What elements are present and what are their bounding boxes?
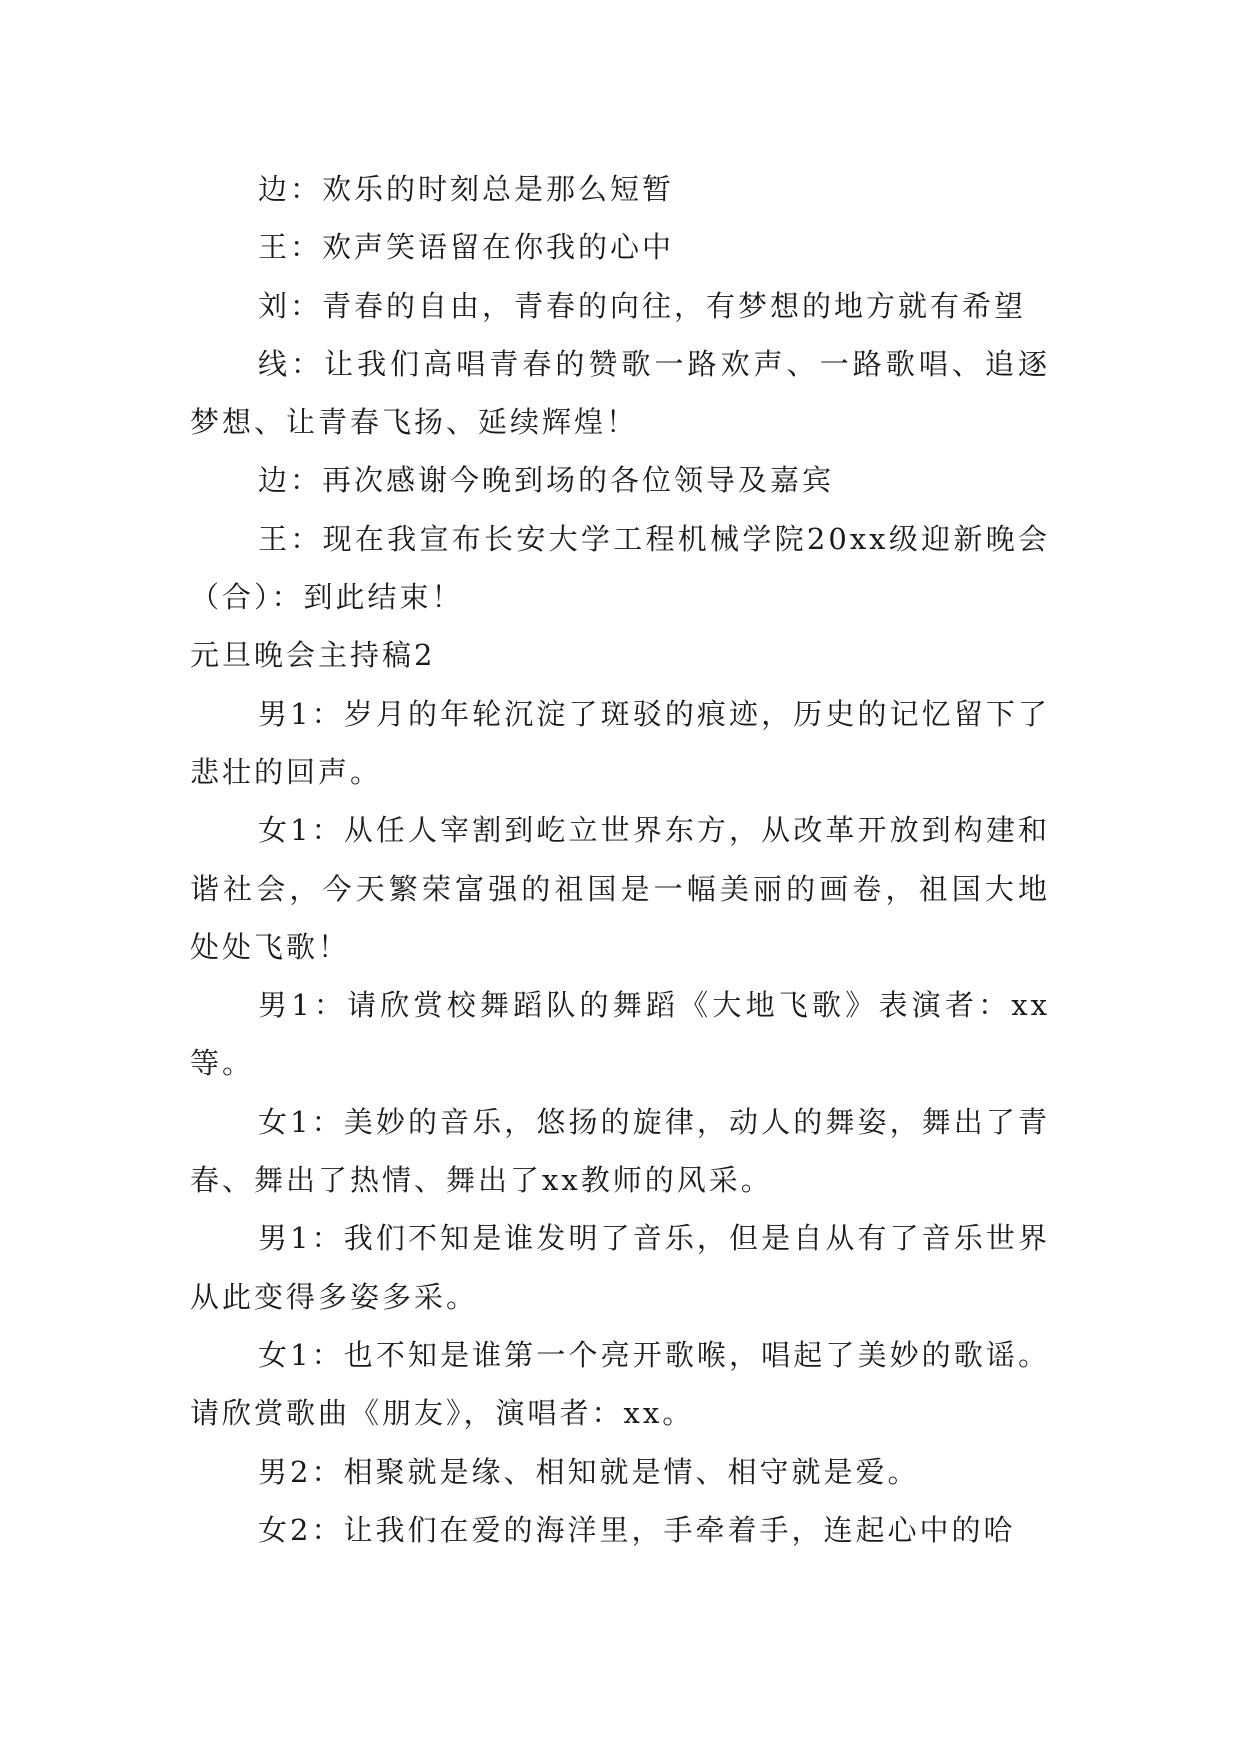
paragraph: 男1：我们不知是谁发明了音乐，但是自从有了音乐世界从此变得多姿多采。 — [190, 1221, 1050, 1314]
paragraph: 男1：岁月的年轮沉淀了斑驳的痕迹，历史的记忆留下了悲壮的回声。 — [190, 696, 1050, 789]
paragraph: 边：再次感谢今晚到场的各位领导及嘉宾 — [258, 463, 835, 498]
paragraph: 女2：让我们在爱的海洋里，手牵着手，连起心中的哈 — [258, 1512, 1016, 1547]
paragraph: 女1：美妙的音乐，悠扬的旋律，动人的舞姿，舞出了青春、舞出了热情、舞出了xx教师的风采。 — [190, 1104, 1050, 1198]
paragraph: 线：让我们高唱青春的赞歌一路欢声、一路歌唱、追逐梦想、让青春飞扬、延续辉煌！ — [190, 346, 1050, 440]
paragraph: 男2：相聚就是缘、相知就是情、相守就是爱。 — [258, 1454, 920, 1489]
paragraph: 女1：也不知是谁第一个亮开歌喉，唱起了美妙的歌谣。请欣赏歌曲《朋友》，演唱者：xx。 — [190, 1337, 1050, 1431]
section-heading: 元旦晚会主持稿2 — [190, 638, 436, 673]
paragraph: 刘：青春的自由，青春的向往，有梦想的地方就有希望 — [258, 288, 1027, 323]
paragraph: 王：欢声笑语留在你我的心中 — [258, 230, 675, 265]
paragraph: 男1：请欣赏校舞蹈队的舞蹈《大地飞歌》表演者：xx等。 — [190, 988, 1050, 1081]
paragraph: 边：欢乐的时刻总是那么短暂 — [258, 172, 675, 206]
document-body — [190, 160, 1050, 1559]
paragraph: 女1：从任人宰割到屹立世界东方，从改革开放到构建和谐社会，今天繁荣富强的祖国是一幅美丽的画卷，祖国大地处处飞歌！ — [190, 813, 1050, 964]
paragraph: 王：现在我宣布长安大学工程机械学院20xx级迎新晚会（合）：到此结束！ — [190, 521, 1050, 615]
